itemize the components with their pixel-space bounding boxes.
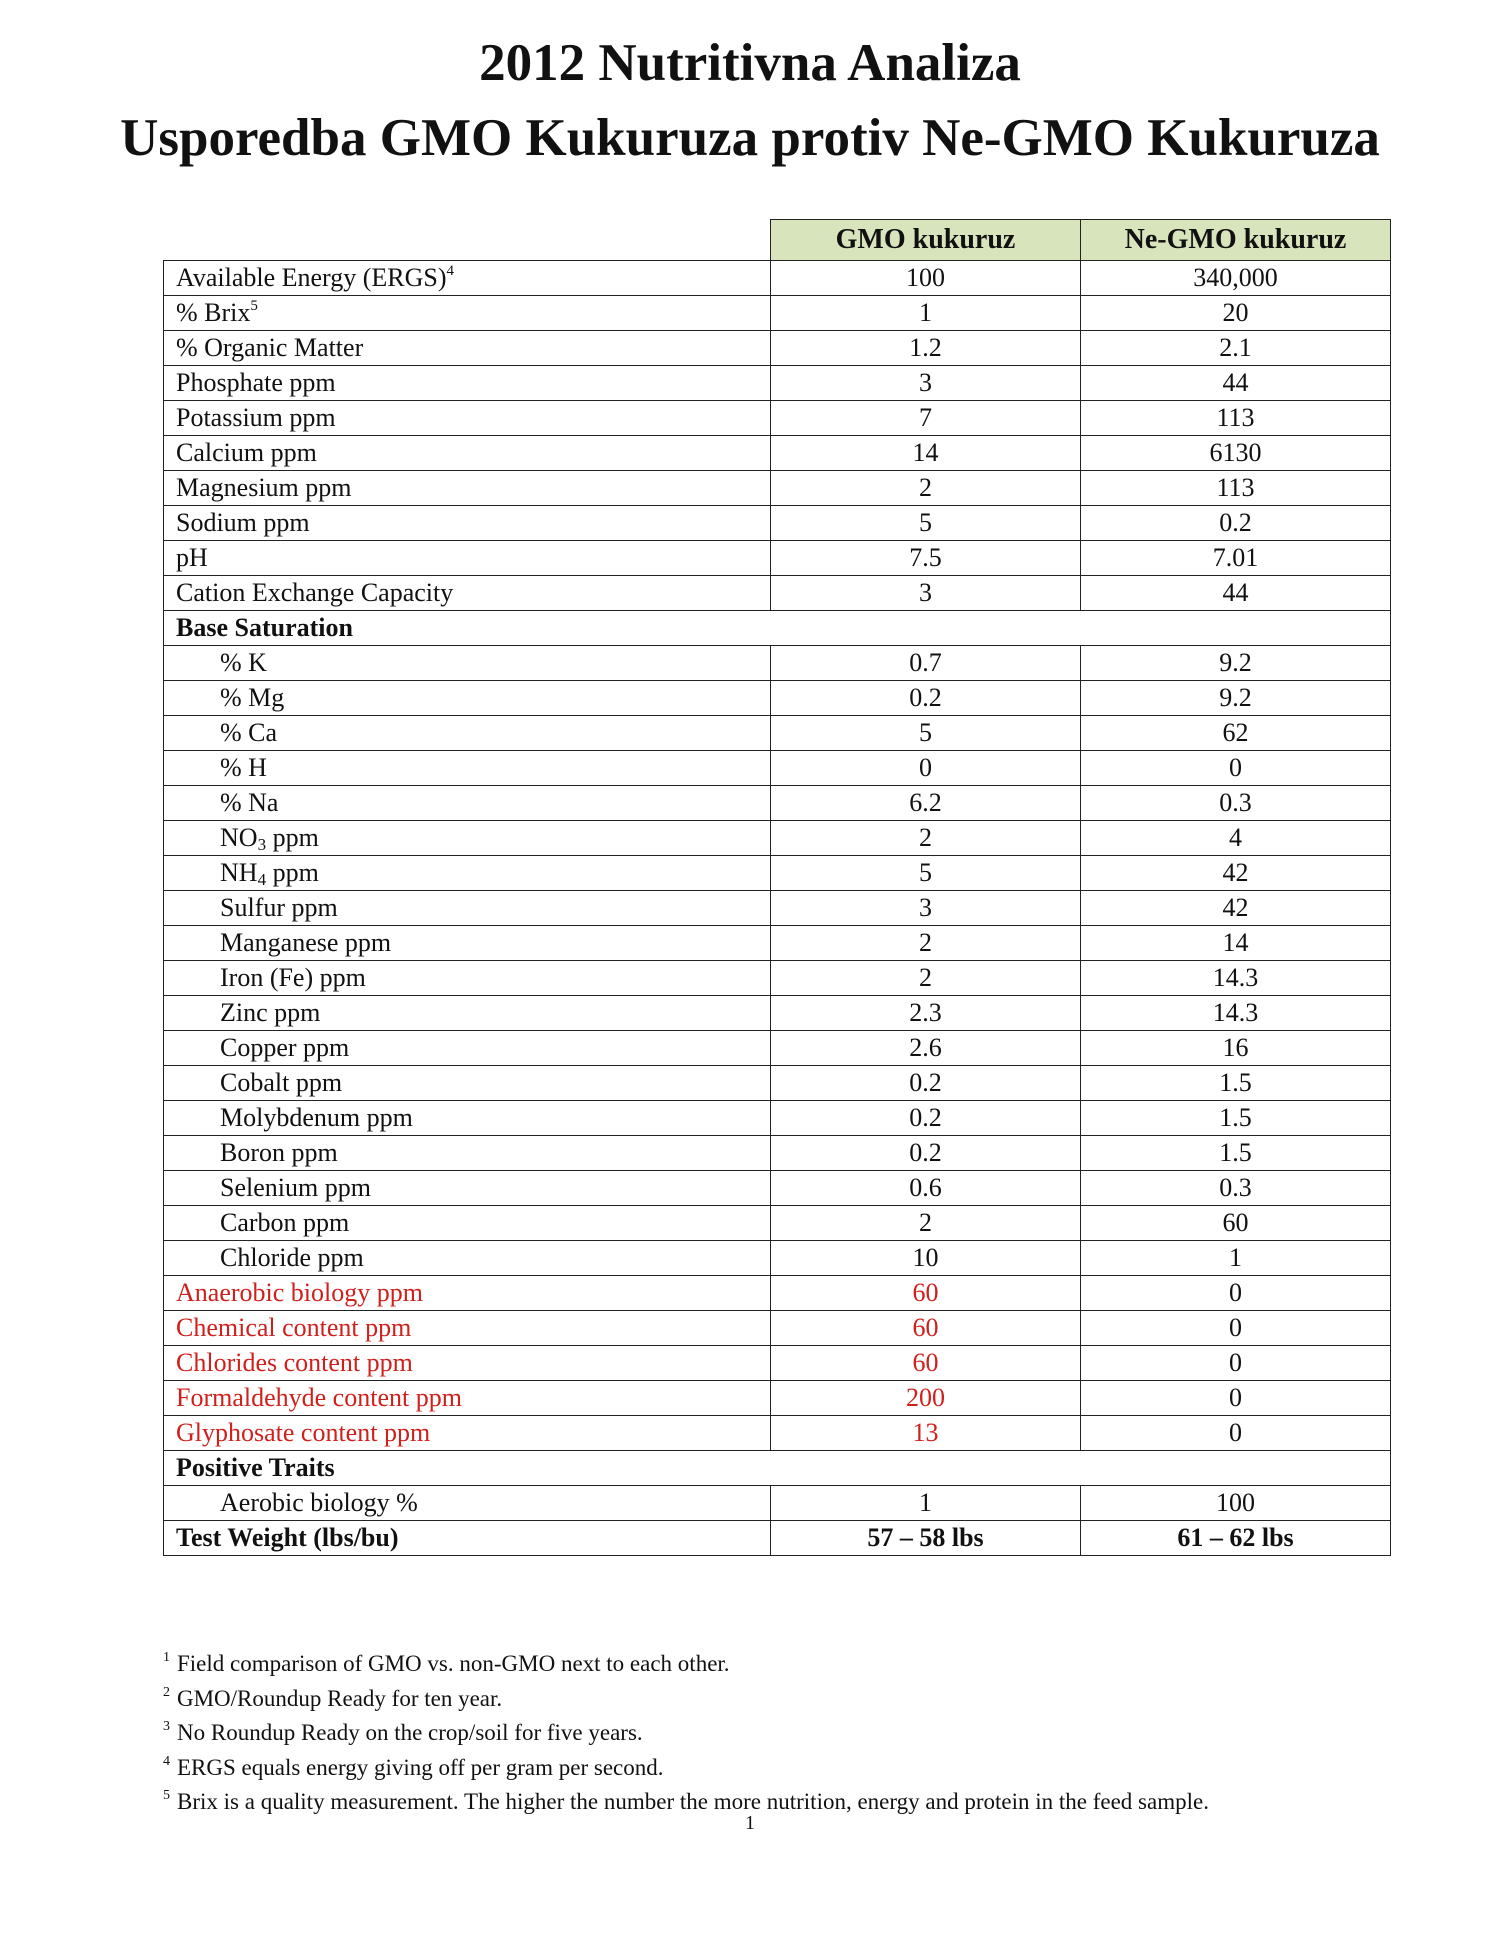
non-gmo-value: 14.3: [1081, 961, 1391, 996]
row-label: Anaerobic biology ppm: [164, 1276, 771, 1311]
footnote-text: ERGS equals energy giving off per gram per second.: [177, 1754, 664, 1780]
header-non-gmo: Ne-GMO kukuruz: [1081, 220, 1391, 261]
nutrition-table: [163, 219, 1391, 1556]
row-label: Formaldehyde content ppm: [164, 1381, 771, 1416]
table-row: [164, 331, 1391, 366]
row-label: Iron (Fe) ppm: [164, 961, 771, 996]
row-label: % Na: [164, 786, 771, 821]
table-row: [164, 1101, 1391, 1136]
row-label: % Ca: [164, 716, 771, 751]
non-gmo-value: 14.3: [1081, 996, 1391, 1031]
table-row: [164, 1346, 1391, 1381]
table-row: [164, 1241, 1391, 1276]
gmo-value: 1: [771, 296, 1081, 331]
table-row: [164, 1416, 1391, 1451]
table-row: [164, 296, 1391, 331]
gmo-value: 0.2: [771, 681, 1081, 716]
table-row: [164, 1521, 1391, 1556]
non-gmo-value: 0: [1081, 1346, 1391, 1381]
non-gmo-value: 61 – 62 lbs: [1081, 1521, 1391, 1556]
header-gmo: GMO kukuruz: [771, 220, 1081, 261]
gmo-value: 1: [771, 1486, 1081, 1521]
gmo-value: 2.6: [771, 1031, 1081, 1066]
table-row: [164, 576, 1391, 611]
gmo-value: 60: [771, 1346, 1081, 1381]
table-row: [164, 856, 1391, 891]
row-label: Chlorides content ppm: [164, 1346, 771, 1381]
non-gmo-value: 9.2: [1081, 646, 1391, 681]
footnote-number: 2: [163, 1684, 170, 1700]
non-gmo-value: 2.1: [1081, 331, 1391, 366]
gmo-value: 1.2: [771, 331, 1081, 366]
table-row: [164, 436, 1391, 471]
gmo-value: 5: [771, 506, 1081, 541]
table-row: [164, 786, 1391, 821]
non-gmo-value: 42: [1081, 856, 1391, 891]
table-row: [164, 646, 1391, 681]
table-row: [164, 821, 1391, 856]
gmo-value: 7.5: [771, 541, 1081, 576]
table-row: [164, 1031, 1391, 1066]
row-label: Sodium ppm: [164, 506, 771, 541]
table-row: [164, 471, 1391, 506]
row-label: Glyphosate content ppm: [164, 1416, 771, 1451]
table-row: [164, 1206, 1391, 1241]
table-row: [164, 506, 1391, 541]
non-gmo-value: 1: [1081, 1241, 1391, 1276]
non-gmo-value: 16: [1081, 1031, 1391, 1066]
gmo-value: 0: [771, 751, 1081, 786]
row-label: Cation Exchange Capacity: [164, 576, 771, 611]
table-row: [164, 996, 1391, 1031]
gmo-value: 0.6: [771, 1171, 1081, 1206]
non-gmo-value: 1.5: [1081, 1101, 1391, 1136]
footnote-text: Brix is a quality measurement. The higher the number the more nutrition, energy and protein in the feed sample.: [177, 1789, 1209, 1814]
table-row: [164, 1311, 1391, 1346]
non-gmo-value: 6130: [1081, 436, 1391, 471]
gmo-value: 5: [771, 716, 1081, 751]
gmo-value: 5: [771, 856, 1081, 891]
table-row: [164, 681, 1391, 716]
gmo-value: 60: [771, 1276, 1081, 1311]
table-row: [164, 541, 1391, 576]
gmo-value: 10: [771, 1241, 1081, 1276]
gmo-value: 6.2: [771, 786, 1081, 821]
title-line-1: 2012 Nutritivna Analiza: [479, 34, 1021, 92]
row-label: Selenium ppm: [164, 1171, 771, 1206]
gmo-value: 2: [771, 821, 1081, 856]
section-row: [164, 611, 1391, 646]
non-gmo-value: 44: [1081, 366, 1391, 401]
gmo-value: 0.2: [771, 1101, 1081, 1136]
gmo-value: 2: [771, 926, 1081, 961]
footnote-number: 3: [163, 1719, 170, 1734]
table-row: [164, 1276, 1391, 1311]
row-label: Positive Traits: [164, 1451, 1391, 1486]
row-label: Phosphate ppm: [164, 366, 771, 401]
row-label: Potassium ppm: [164, 401, 771, 436]
table-row: [164, 891, 1391, 926]
gmo-value: 14: [771, 436, 1081, 471]
non-gmo-value: 0.3: [1081, 786, 1391, 821]
row-label: Calcium ppm: [164, 436, 771, 471]
row-label: Copper ppm: [164, 1031, 771, 1066]
non-gmo-value: 113: [1081, 471, 1391, 506]
non-gmo-value: 4: [1081, 821, 1391, 856]
non-gmo-value: 60: [1081, 1206, 1391, 1241]
footnote-number: 4: [163, 1753, 170, 1769]
row-label: Base Saturation: [164, 611, 1391, 646]
non-gmo-value: 20: [1081, 296, 1391, 331]
gmo-value: 2: [771, 961, 1081, 996]
row-label: % Organic Matter: [164, 331, 771, 366]
row-label: pH: [164, 541, 771, 576]
non-gmo-value: 113: [1081, 401, 1391, 436]
table-row: [164, 1066, 1391, 1101]
table-row: [164, 366, 1391, 401]
gmo-value: 7: [771, 401, 1081, 436]
gmo-value: 0.2: [771, 1066, 1081, 1101]
footnote-number: 5: [163, 1788, 170, 1803]
footnote: [163, 1679, 1483, 1714]
non-gmo-value: 340,000: [1081, 261, 1391, 296]
row-label: % Mg: [164, 681, 771, 716]
table-row: [164, 751, 1391, 786]
gmo-value: 57 – 58 lbs: [771, 1521, 1081, 1556]
non-gmo-value: 62: [1081, 716, 1391, 751]
row-label: Aerobic biology %: [164, 1486, 771, 1521]
page-number: 1: [745, 1812, 755, 1834]
non-gmo-value: 1.5: [1081, 1066, 1391, 1101]
row-label: Carbon ppm: [164, 1206, 771, 1241]
table-row: [164, 1486, 1391, 1521]
non-gmo-value: 0.2: [1081, 506, 1391, 541]
gmo-value: 100: [771, 261, 1081, 296]
row-label: Cobalt ppm: [164, 1066, 771, 1101]
table-row: [164, 261, 1391, 296]
footnote-text: GMO/Roundup Ready for ten year.: [177, 1685, 503, 1711]
table-row: [164, 961, 1391, 996]
non-gmo-value: 42: [1081, 891, 1391, 926]
table-row: [164, 716, 1391, 751]
non-gmo-value: 0: [1081, 1416, 1391, 1451]
non-gmo-value: 9.2: [1081, 681, 1391, 716]
header-blank-cell: [164, 220, 771, 261]
footnote-number: 1: [163, 1650, 170, 1665]
table-row: [164, 1136, 1391, 1171]
row-label: % Brix$^5$: [164, 296, 771, 331]
gmo-value: 200: [771, 1381, 1081, 1416]
footnote-text: Field comparison of GMO vs. non-GMO next to each other.: [177, 1651, 730, 1676]
non-gmo-value: 0: [1081, 751, 1391, 786]
table-header-row: [164, 220, 1391, 261]
gmo-value: 3: [771, 576, 1081, 611]
non-gmo-value: 100: [1081, 1486, 1391, 1521]
non-gmo-value: 14: [1081, 926, 1391, 961]
gmo-value: 0.2: [771, 1136, 1081, 1171]
table-row: [164, 1171, 1391, 1206]
non-gmo-value: 1.5: [1081, 1136, 1391, 1171]
row-label: Available Energy (ERGS)$^4$: [164, 261, 771, 296]
row-label: Chemical content ppm: [164, 1311, 771, 1346]
row-label: Sulfur ppm: [164, 891, 771, 926]
row-label: Manganese ppm: [164, 926, 771, 961]
footnotes: [163, 1644, 1483, 1817]
gmo-value: 2.3: [771, 996, 1081, 1031]
row-label: Boron ppm: [164, 1136, 771, 1171]
footnote: [163, 1644, 1483, 1679]
row-label: Zinc ppm: [164, 996, 771, 1031]
non-gmo-value: 44: [1081, 576, 1391, 611]
gmo-value: 3: [771, 366, 1081, 401]
row-label: % K: [164, 646, 771, 681]
row-label: $NO_3$ ppm: [164, 821, 771, 856]
gmo-value: 3: [771, 891, 1081, 926]
non-gmo-value: 0: [1081, 1276, 1391, 1311]
footnote-text: No Roundup Ready on the crop/soil for five years.: [177, 1720, 643, 1745]
row-label: Magnesium ppm: [164, 471, 771, 506]
gmo-value: 13: [771, 1416, 1081, 1451]
gmo-value: 2: [771, 471, 1081, 506]
non-gmo-value: 0: [1081, 1381, 1391, 1416]
section-row: [164, 1451, 1391, 1486]
table-row: [164, 926, 1391, 961]
row-label: Molybdenum ppm: [164, 1101, 771, 1136]
non-gmo-value: 0: [1081, 1311, 1391, 1346]
gmo-value: 60: [771, 1311, 1081, 1346]
title-line-2: Usporedba GMO Kukuruza protiv Ne-GMO Kukuruza: [120, 109, 1380, 167]
gmo-value: 0.7: [771, 646, 1081, 681]
table-row: [164, 401, 1391, 436]
row-label: Test Weight (lbs/bu): [164, 1521, 771, 1556]
gmo-value: 2: [771, 1206, 1081, 1241]
table-row: [164, 1381, 1391, 1416]
footnote: [163, 1713, 1483, 1748]
non-gmo-value: 0.3: [1081, 1171, 1391, 1206]
row-label: Chloride ppm: [164, 1241, 771, 1276]
row-label: % H: [164, 751, 771, 786]
footnote: [163, 1748, 1483, 1783]
row-label: $NH_4$ ppm: [164, 856, 771, 891]
non-gmo-value: 7.01: [1081, 541, 1391, 576]
